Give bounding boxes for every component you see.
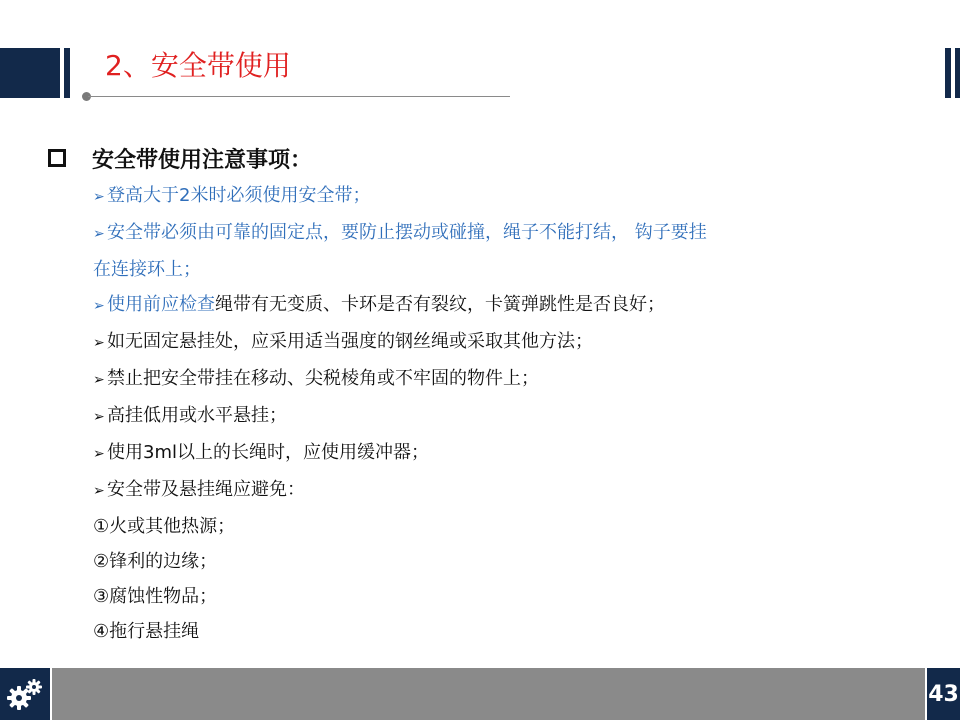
sub-item xyxy=(93,579,833,614)
header-decor-right-edge xyxy=(955,48,960,98)
title-underline xyxy=(88,96,510,97)
gears-icon xyxy=(6,677,44,711)
header-decor-bar xyxy=(64,48,70,98)
list-item-text: 在连接环上； xyxy=(93,259,201,280)
header-decor-left xyxy=(0,48,60,98)
list-item xyxy=(93,361,833,398)
sub-item-text: ①火或其他热源； xyxy=(93,516,236,537)
list-item-text: 登高大于2米时必须使用安全带； xyxy=(107,185,371,206)
list-item xyxy=(93,287,833,324)
section-heading-row xyxy=(48,140,312,176)
header-decor-right xyxy=(945,48,951,98)
list-item-text: 安全带必须由可靠的固定点，要防止摆动或碰撞，绳子不能打结， 钩子要挂 xyxy=(107,222,707,243)
arrow-bullet-icon: ➢ xyxy=(93,372,105,388)
section-heading: 安全带使用注意事项： xyxy=(92,147,313,173)
list-item-text: 绳带有无变质、卡环是否有裂纹，卡簧弹跳性是否良好； xyxy=(215,294,665,315)
sub-item xyxy=(93,509,833,544)
footer-gear-box xyxy=(0,668,50,720)
list-item-text: 使用3ml以上的长绳时，应使用缓冲器； xyxy=(107,442,429,463)
list-item xyxy=(93,178,833,215)
list-item-continuation xyxy=(93,252,833,287)
sub-item-text: ③腐蚀性物品； xyxy=(93,586,218,607)
sub-item xyxy=(93,544,833,579)
arrow-bullet-icon: ➢ xyxy=(93,409,105,425)
arrow-bullet-icon: ➢ xyxy=(93,483,105,499)
list-item-text: 高挂低用或水平悬挂； xyxy=(107,405,287,426)
slide-title: 2、安全带使用 xyxy=(105,49,291,82)
list-item-highlight: 使用前应检查 xyxy=(107,294,215,315)
arrow-bullet-icon: ➢ xyxy=(93,446,105,462)
arrow-bullet-icon: ➢ xyxy=(93,298,105,314)
arrow-bullet-icon: ➢ xyxy=(93,226,105,242)
arrow-bullet-icon: ➢ xyxy=(93,189,105,205)
list-item xyxy=(93,398,833,435)
sub-item-text: ④拖行悬挂绳 xyxy=(93,621,200,642)
content-list xyxy=(93,178,833,649)
page-number: 43 xyxy=(927,668,960,720)
footer-bar xyxy=(52,668,925,720)
list-item xyxy=(93,324,833,361)
arrow-bullet-icon: ➢ xyxy=(93,335,105,351)
checkbox-icon xyxy=(48,149,66,167)
list-item-text: 禁止把安全带挂在移动、尖税棱角或不牢固的物件上； xyxy=(107,368,539,389)
list-item xyxy=(93,215,833,252)
list-item xyxy=(93,435,833,472)
list-item-text: 安全带及悬挂绳应避免： xyxy=(107,479,305,500)
list-item xyxy=(93,472,833,509)
sub-item xyxy=(93,614,833,649)
sub-item-text: ②锋利的边缘； xyxy=(93,551,218,572)
list-item-text: 如无固定悬挂处，应采用适当强度的钢丝绳或采取其他方法； xyxy=(107,331,593,352)
